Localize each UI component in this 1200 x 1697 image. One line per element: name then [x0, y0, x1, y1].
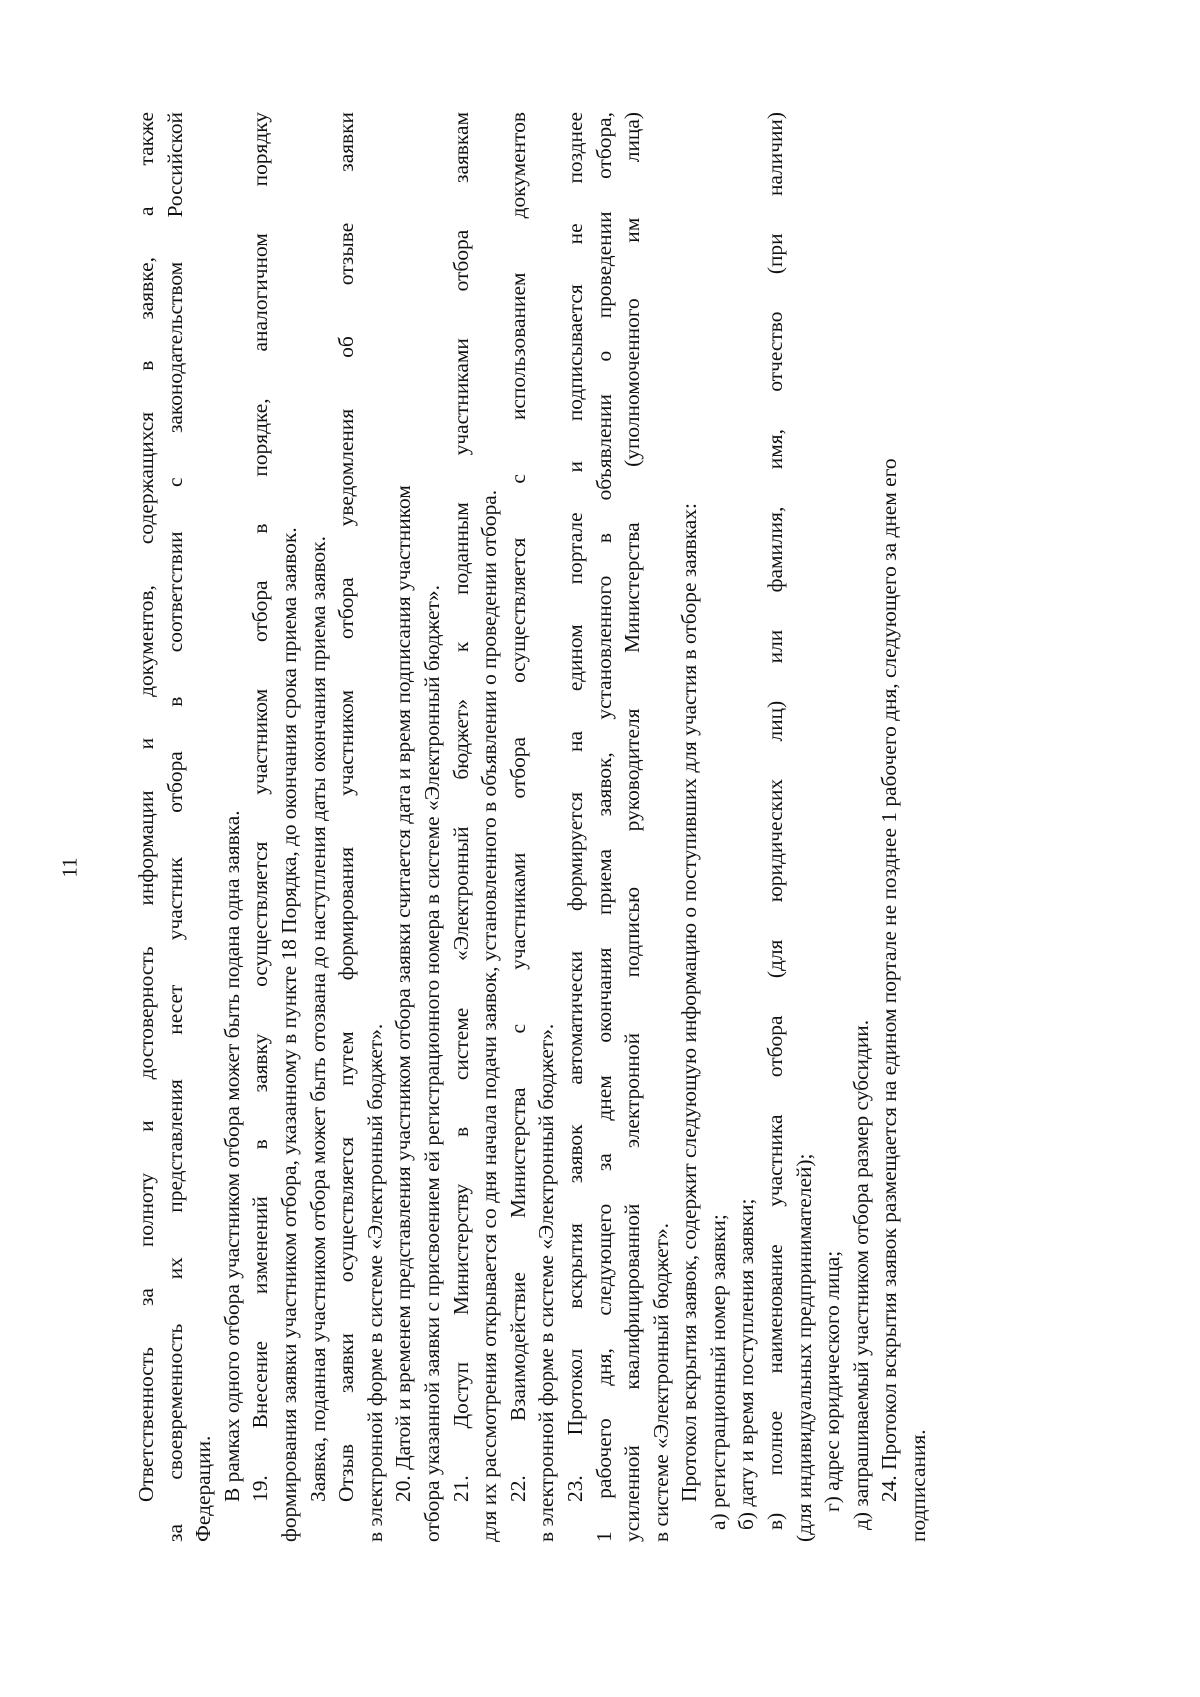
text-line: Заявка, поданная участником отбора может быть отозвана до наступления даты окончания приема заявок. [305, 536, 330, 1502]
page-number: 11 [57, 857, 82, 878]
text-line: Протокол вскрытия заявок, содержит следующую информацию о поступивших для участия в отборе заявках: [677, 503, 702, 1502]
text-line: в) полное наименование участника отбора (для юридических лиц) или фамилия, имя, отчество (при наличии) [763, 112, 788, 1530]
text-line: 21. Доступ Министерству в системе «Электронный бюджет» к поданным участниками отбора заявкам [448, 112, 473, 1502]
text-line: (для индивидуальных предпринимателей); [791, 1153, 816, 1542]
text-line: в системе «Электронный бюджет». [648, 1222, 673, 1542]
text-line: 22. Взаимодействие Министерства с участниками отбора осуществляется с использованием документов [505, 112, 530, 1502]
text-line: 20. Датой и временем представления участником отбора заявки считается дата и время подписания участником [391, 485, 416, 1502]
text-line: д) запрашиваемый участником отбора размер субсидии. [848, 1019, 873, 1530]
text-line: 19. Внесение изменений в заявку осуществляется участником отбора в порядке, аналогичном порядку [248, 112, 273, 1502]
text-line: формирования заявки участником отбора, указанному в пункте 18 Порядка, до окончания срока приема заявок. [276, 527, 301, 1542]
text-line: усиленной квалифицированной электронной подписью руководителя Министерства (уполномоченного им лица) [620, 112, 645, 1542]
text-line: Федерации. [191, 1435, 216, 1542]
text-line: подписания. [906, 1429, 931, 1542]
text-line: за своевременность их представления несет участник отбора в соответствии с законодательством Российской [162, 112, 187, 1542]
document-body [132, 112, 1032, 1542]
text-line: 24. Протокол вскрытия заявок размещается на едином портале не позднее 1 рабочего дня, следующего за днем его [877, 458, 902, 1502]
text-line: 23. Протокол вскрытия заявок автоматически формируется на едином портале и подписывается не позднее [562, 112, 587, 1502]
text-line: Отзыв заявки осуществляется путем формирования участником отбора уведомления об отзыве заявки [334, 112, 359, 1502]
text-line: для их рассмотрения открывается со дня начала подачи заявок, установленного в объявлении о проведении отбора. [477, 489, 502, 1542]
text-line: 1 рабочего дня, следующего за днем окончания приема заявок, установленного в объявлении о проведении отбора, [591, 112, 616, 1542]
text-line: в электронной форме в системе «Электронный бюджет». [362, 1023, 387, 1542]
text-line: отбора указанной заявки с присвоением ей регистрационного номера в системе «Электронный бюджет». [419, 585, 444, 1542]
text-line: В рамках одного отбора участником отбора может быть подана одна заявка. [219, 810, 244, 1502]
text-line: а) регистрационный номер заявки; [705, 1214, 730, 1530]
text-line: г) адрес юридического лица; [820, 1250, 845, 1512]
text-line: в электронной форме в системе «Электронный бюджет». [534, 1023, 559, 1542]
text-line: б) дату и время поступления заявки; [734, 1198, 759, 1530]
text-line: Ответственность за полноту и достоверность информации и документов, содержащихся в заявке, а также [134, 112, 158, 1502]
